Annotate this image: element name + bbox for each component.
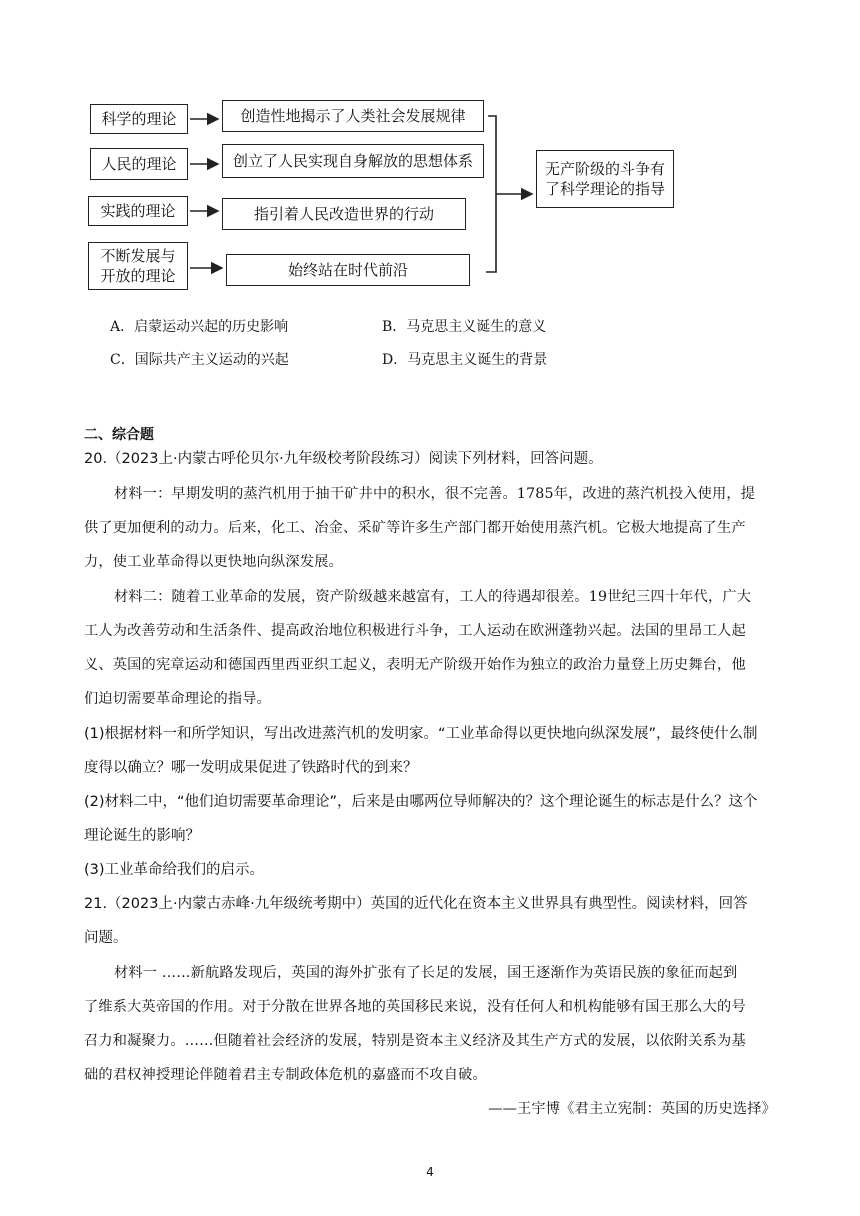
page-number: 4 (426, 1165, 434, 1179)
q20-sub2-line1: (2)材料二中，“他们迫切需要革命理论”，后来是由哪两位导师解决的？这个理论诞生的标志是什么？这个 (84, 794, 758, 810)
q20-sub1-line1: (1)根据材料一和所学知识，写出改进蒸汽机的发明家。“工业革命得以更快地向纵深发展”，最终使什么制 (84, 726, 758, 742)
q21-stem-line2: 问题。 (84, 930, 128, 946)
q20-material1-line1: 材料一：早期发明的蒸汽机用于抽干矿井中的积水，很不完善。1785年，改进的蒸汽机投入使用，提 (114, 486, 756, 502)
q20-material2-line3: 义、英国的宪章运动和德国西里西亚织工起义，表明无产阶级开始作为独立的政治力量登上历史舞台，他 (84, 657, 746, 673)
q21-source: ——王宇博《君主立宪制：英国的历史选择》 (488, 1101, 776, 1117)
q20-sub1-line2: 度得以确立？哪一发明成果促进了铁路时代的到来？ (84, 760, 418, 776)
left-box-4: 不断发展与 开放的理论 (88, 242, 188, 290)
q21-material1-line3: 召力和凝聚力。……但随着社会经济的发展，特别是资本主义经济及其生产方式的发展，以依附关系为基 (84, 1033, 746, 1049)
mid-box-4: 始终站在时代前沿 (226, 254, 470, 286)
left-box-2: 人民的理论 (90, 148, 188, 180)
option-d: D．马克思主义诞生的背景 (382, 352, 548, 368)
q20-sub2-line2: 理论诞生的影响？ (84, 828, 200, 844)
left-box-3: 实践的理论 (88, 196, 188, 226)
option-c: C．国际共产主义运动的兴起 (110, 352, 289, 368)
q20-sub3: (3)工业革命给我们的启示。 (84, 862, 265, 878)
option-a: A．启蒙运动兴起的历史影响 (110, 319, 289, 335)
result-box: 无产阶级的斗争有 了科学理论的指导 (536, 150, 674, 208)
q20-material1-line3: 力，使工业革命得以更快地向纵深发展。 (84, 554, 343, 570)
q20-material2-line4: 们迫切需要革命理论的指导。 (84, 691, 272, 707)
mid-box-2: 创立了人民实现自身解放的思想体系 (222, 144, 484, 178)
mid-box-3: 指引着人民改造世界的行动 (222, 198, 466, 230)
q20-material2-line2: 工人为改善劳动和生活条件、提高政治地位积极进行斗争，工人运动在欧洲蓬勃兴起。法国的里昂工人起 (84, 623, 746, 639)
q21-material1-line4: 础的君权神授理论伴随着君主专制政体危机的嘉盛而不攻自破。 (84, 1067, 487, 1083)
q20-material1-line2: 供了更加便利的动力。后来，化工、冶金、采矿等许多生产部门都开始使用蒸汽机。它极大地提高了生产 (84, 520, 746, 536)
q21-stem-line1: 21.（2023上·内蒙古赤峰·九年级统考期中）英国的近代化在资本主义世界具有典型性。阅读材料，回答 (84, 896, 748, 912)
option-b: B．马克思主义诞生的意义 (382, 319, 547, 335)
section-title: 二、综合题 (84, 427, 154, 443)
mid-box-1: 创造性地揭示了人类社会发展规律 (222, 100, 484, 132)
q20-stem: 20.（2023上·内蒙古呼伦贝尔·九年级校考阶段练习）阅读下列材料，回答问题。 (84, 451, 603, 467)
q21-material1-line1: 材料一 ……新航路发现后，英国的海外扩张有了长足的发展，国王逐渐作为英语民族的象征而起到 (114, 965, 738, 981)
q20-material2-line1: 材料二：随着工业革命的发展，资产阶级越来越富有，工人的待遇却很差。19世纪三四十年代，广大 (114, 589, 752, 605)
left-box-1: 科学的理论 (90, 104, 188, 134)
concept-diagram (84, 96, 684, 296)
q21-material1-line2: 了维系大英帝国的作用。对于分散在世界各地的英国移民来说，没有任何人和机构能够有国王那么大的号 (84, 999, 746, 1015)
